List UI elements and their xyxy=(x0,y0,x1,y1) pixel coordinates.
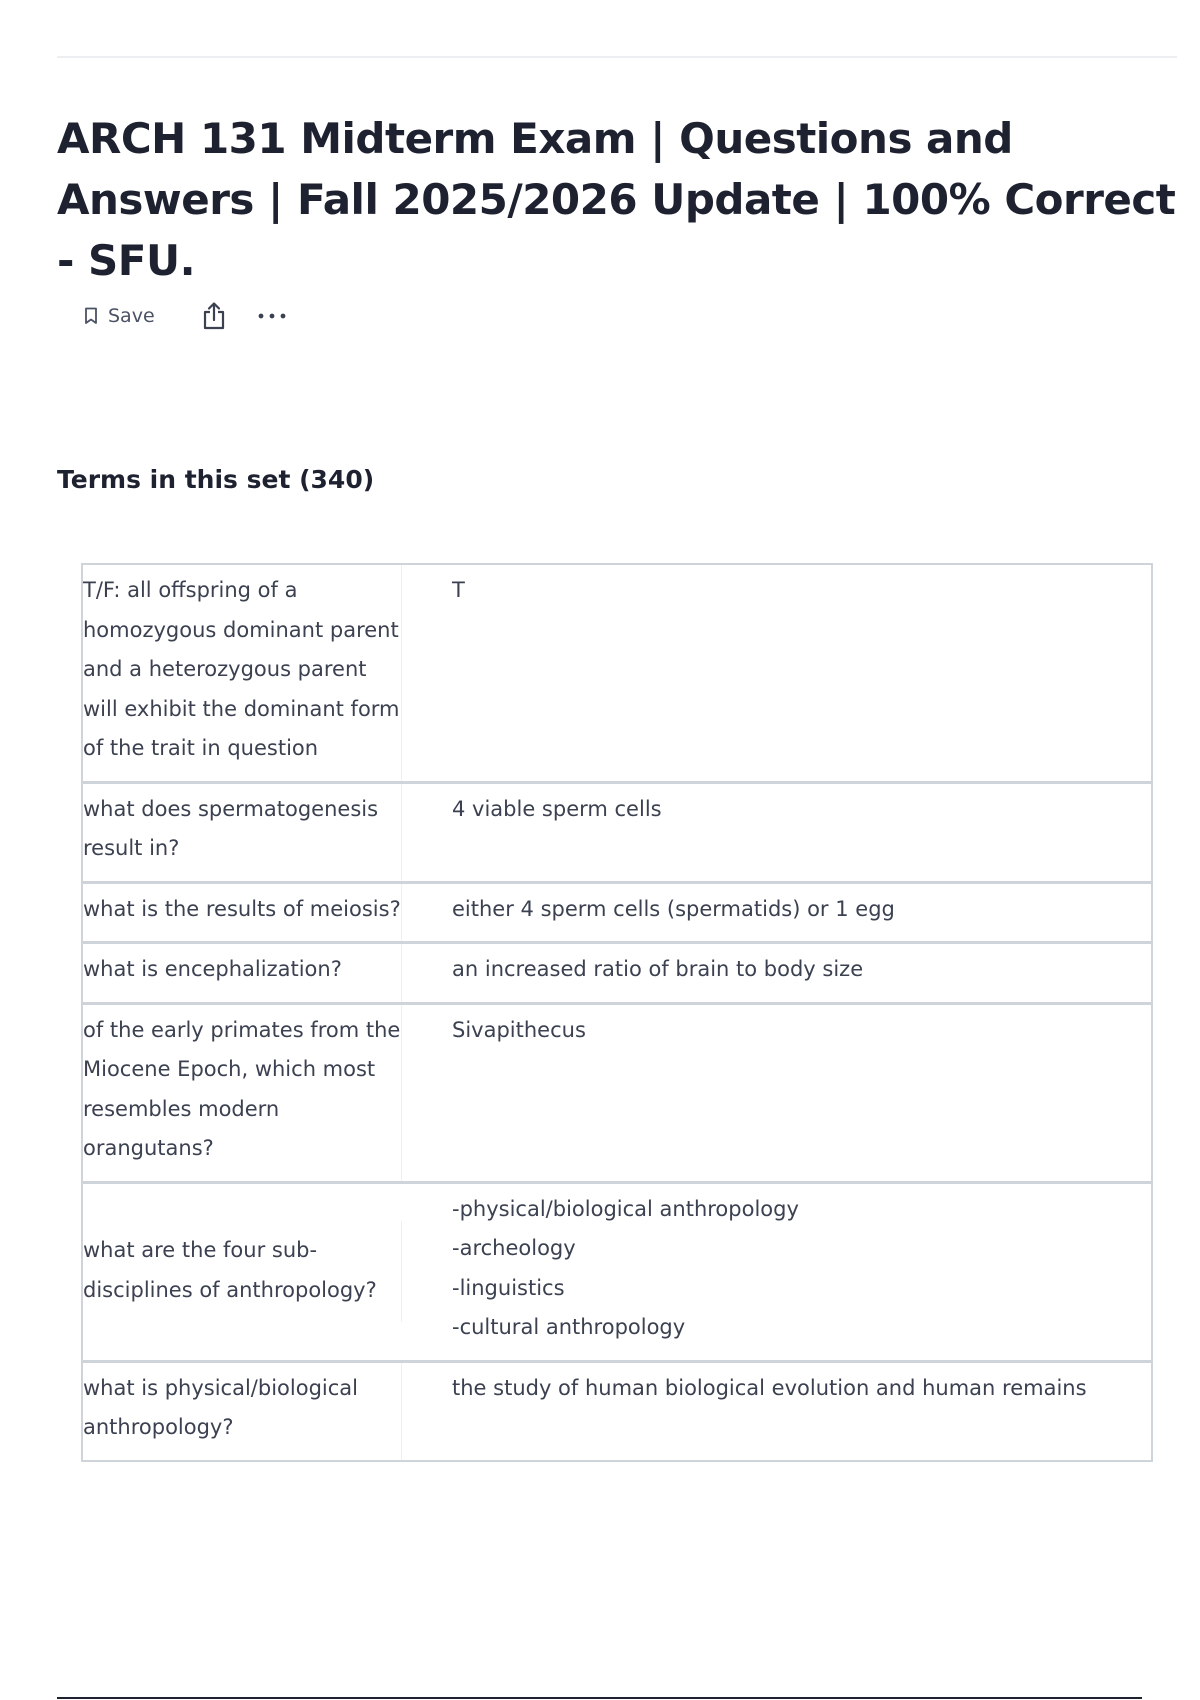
top-divider xyxy=(57,56,1177,58)
term-text: what does spermatogenesis result in? xyxy=(83,784,402,881)
share-button[interactable] xyxy=(201,301,227,331)
more-options-button[interactable] xyxy=(257,312,287,320)
definition-text: T xyxy=(452,578,465,602)
term-row[interactable] xyxy=(81,781,1153,881)
term-text: of the early primates from the Miocene Epoch, which most resembles modern orangutans? xyxy=(83,1005,402,1181)
save-label: Save xyxy=(108,305,155,327)
term-row[interactable] xyxy=(81,881,1153,942)
save-button[interactable] xyxy=(84,305,155,327)
term-row[interactable] xyxy=(81,941,1153,1002)
term-text: what are the four sub-disciplines of anthropology? xyxy=(83,1221,402,1322)
term-text: T/F: all offspring of a homozygous dominant parent and a heterozygous parent will exhibit the dominant form of the trait in question xyxy=(83,565,402,781)
bookmark-icon xyxy=(84,307,98,325)
more-icon xyxy=(257,312,287,320)
definition-text: an increased ratio of brain to body size xyxy=(452,957,864,981)
term-row[interactable] xyxy=(81,563,1153,781)
term-row[interactable] xyxy=(81,1181,1153,1360)
bottom-divider xyxy=(57,1697,1142,1699)
terms-table xyxy=(81,563,1153,1462)
definition-text: 4 viable sperm cells xyxy=(452,796,662,821)
definition-text: the study of human biological evolution and human remains xyxy=(452,1375,1087,1400)
term-text: what is physical/biological anthropology? xyxy=(83,1363,402,1460)
terms-heading: Terms in this set (340) xyxy=(57,465,375,494)
term-row[interactable] xyxy=(81,1002,1153,1181)
page-title: ARCH 131 Midterm Exam | Questions and Answers | Fall 2025/2026 Update | 100% Correct - SFU. xyxy=(57,114,1176,285)
term-text: what is encephalization? xyxy=(83,944,402,1002)
term-text: what is the results of meiosis? xyxy=(83,884,402,942)
definition-text: -physical/biological anthropology -archeology -linguistics -cultural anthropology xyxy=(452,1196,799,1339)
definition-text: Sivapithecus xyxy=(452,1017,586,1042)
term-row[interactable] xyxy=(81,1360,1153,1462)
share-icon xyxy=(201,301,227,331)
definition-text: either 4 sperm cells (spermatids) or 1 egg xyxy=(452,896,895,921)
action-bar xyxy=(84,298,287,334)
